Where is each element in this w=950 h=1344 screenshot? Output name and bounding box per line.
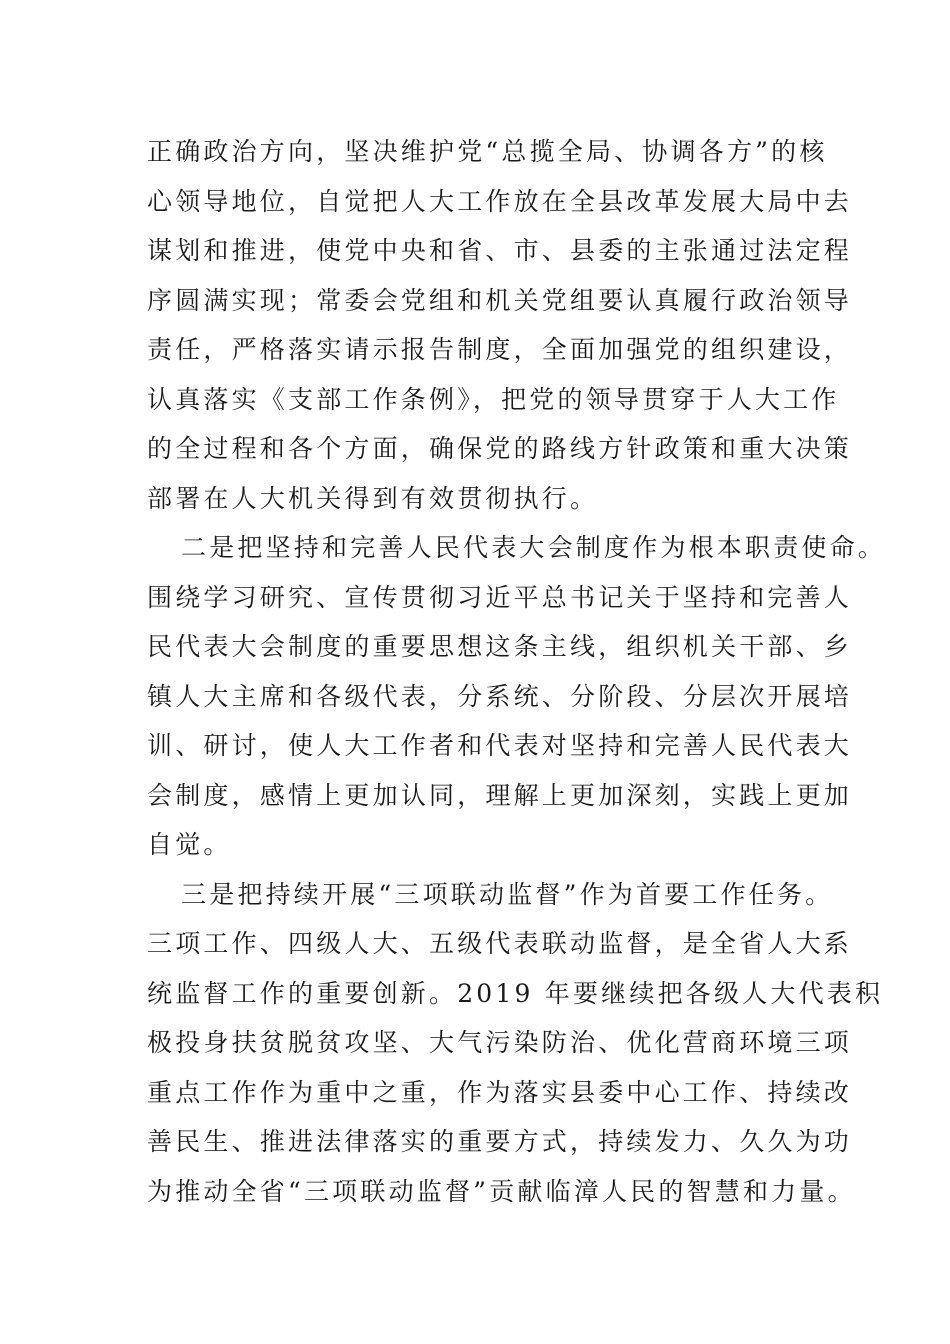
paragraph-2 [147, 523, 887, 870]
text-line: 为推动全省“三项联动监督”贡献临漳人民的智慧和力量。 [147, 1176, 856, 1206]
paragraph-1 [147, 127, 853, 523]
text-line: 三项工作、四级人大、五级代表联动监督，是全省人大系 [147, 929, 853, 958]
body-text [147, 127, 887, 1216]
text-line: 镇人大主席和各级代表，分系统、分阶段、分层次开展培 [147, 681, 853, 711]
text-line: 民代表大会制度的重要思想这条主线，组织机关干部、乡 [147, 632, 853, 661]
text-line: 责任，严格落实请示报告制度，全面加强党的组织建设， [147, 335, 853, 364]
text-line: 二是把坚持和完善人民代表大会制度作为根本职责使命。 [181, 533, 887, 562]
text-line: 的全过程和各个方面，确保党的路线方针政策和重大决策 [147, 434, 853, 463]
text-line: 善民生、推进法律落实的重要方式，持续发力、久久为功 [147, 1127, 853, 1156]
text-line: 重点工作作为重中之重，作为落实县委中心工作、持续改 [147, 1077, 853, 1107]
text-line: 部署在人大机关得到有效贯彻执行。 [147, 483, 599, 513]
text-line: 训、研讨，使人大工作者和代表对坚持和完善人民代表大 [147, 731, 853, 760]
text-line: 心领导地位，自觉把人大工作放在全县改革发展大局中去 [147, 186, 853, 216]
text-line: 统监督工作的重要创新。2019 年要继续把各级人大代表积 [147, 978, 884, 1008]
text-line: 序圆满实现；常委会党组和机关党组要认真履行政治领导 [147, 285, 853, 315]
text-line: 自觉。 [147, 830, 232, 859]
text-line: 围绕学习研究、宣传贯彻习近平总书记关于坚持和完善人 [147, 582, 853, 612]
text-line: 认真落实《支部工作条例》，把党的领导贯穿于人大工作 [147, 384, 840, 414]
text-line: 正确政治方向，坚决维护党“总揽全局、协调各方”的核 [147, 137, 828, 166]
paragraph-3 [147, 870, 884, 1217]
text-line: 谋划和推进，使党中央和省、市、县委的主张通过法定程 [147, 236, 853, 265]
text-line: 三是把持续开展“三项联动监督”作为首要工作任务。 [181, 879, 834, 909]
text-line: 极投身扶贫脱贫攻坚、大气污染防治、优化营商环境三项 [147, 1028, 853, 1057]
text-line: 会制度，感情上更加认同，理解上更加深刻，实践上更加 [147, 780, 853, 810]
